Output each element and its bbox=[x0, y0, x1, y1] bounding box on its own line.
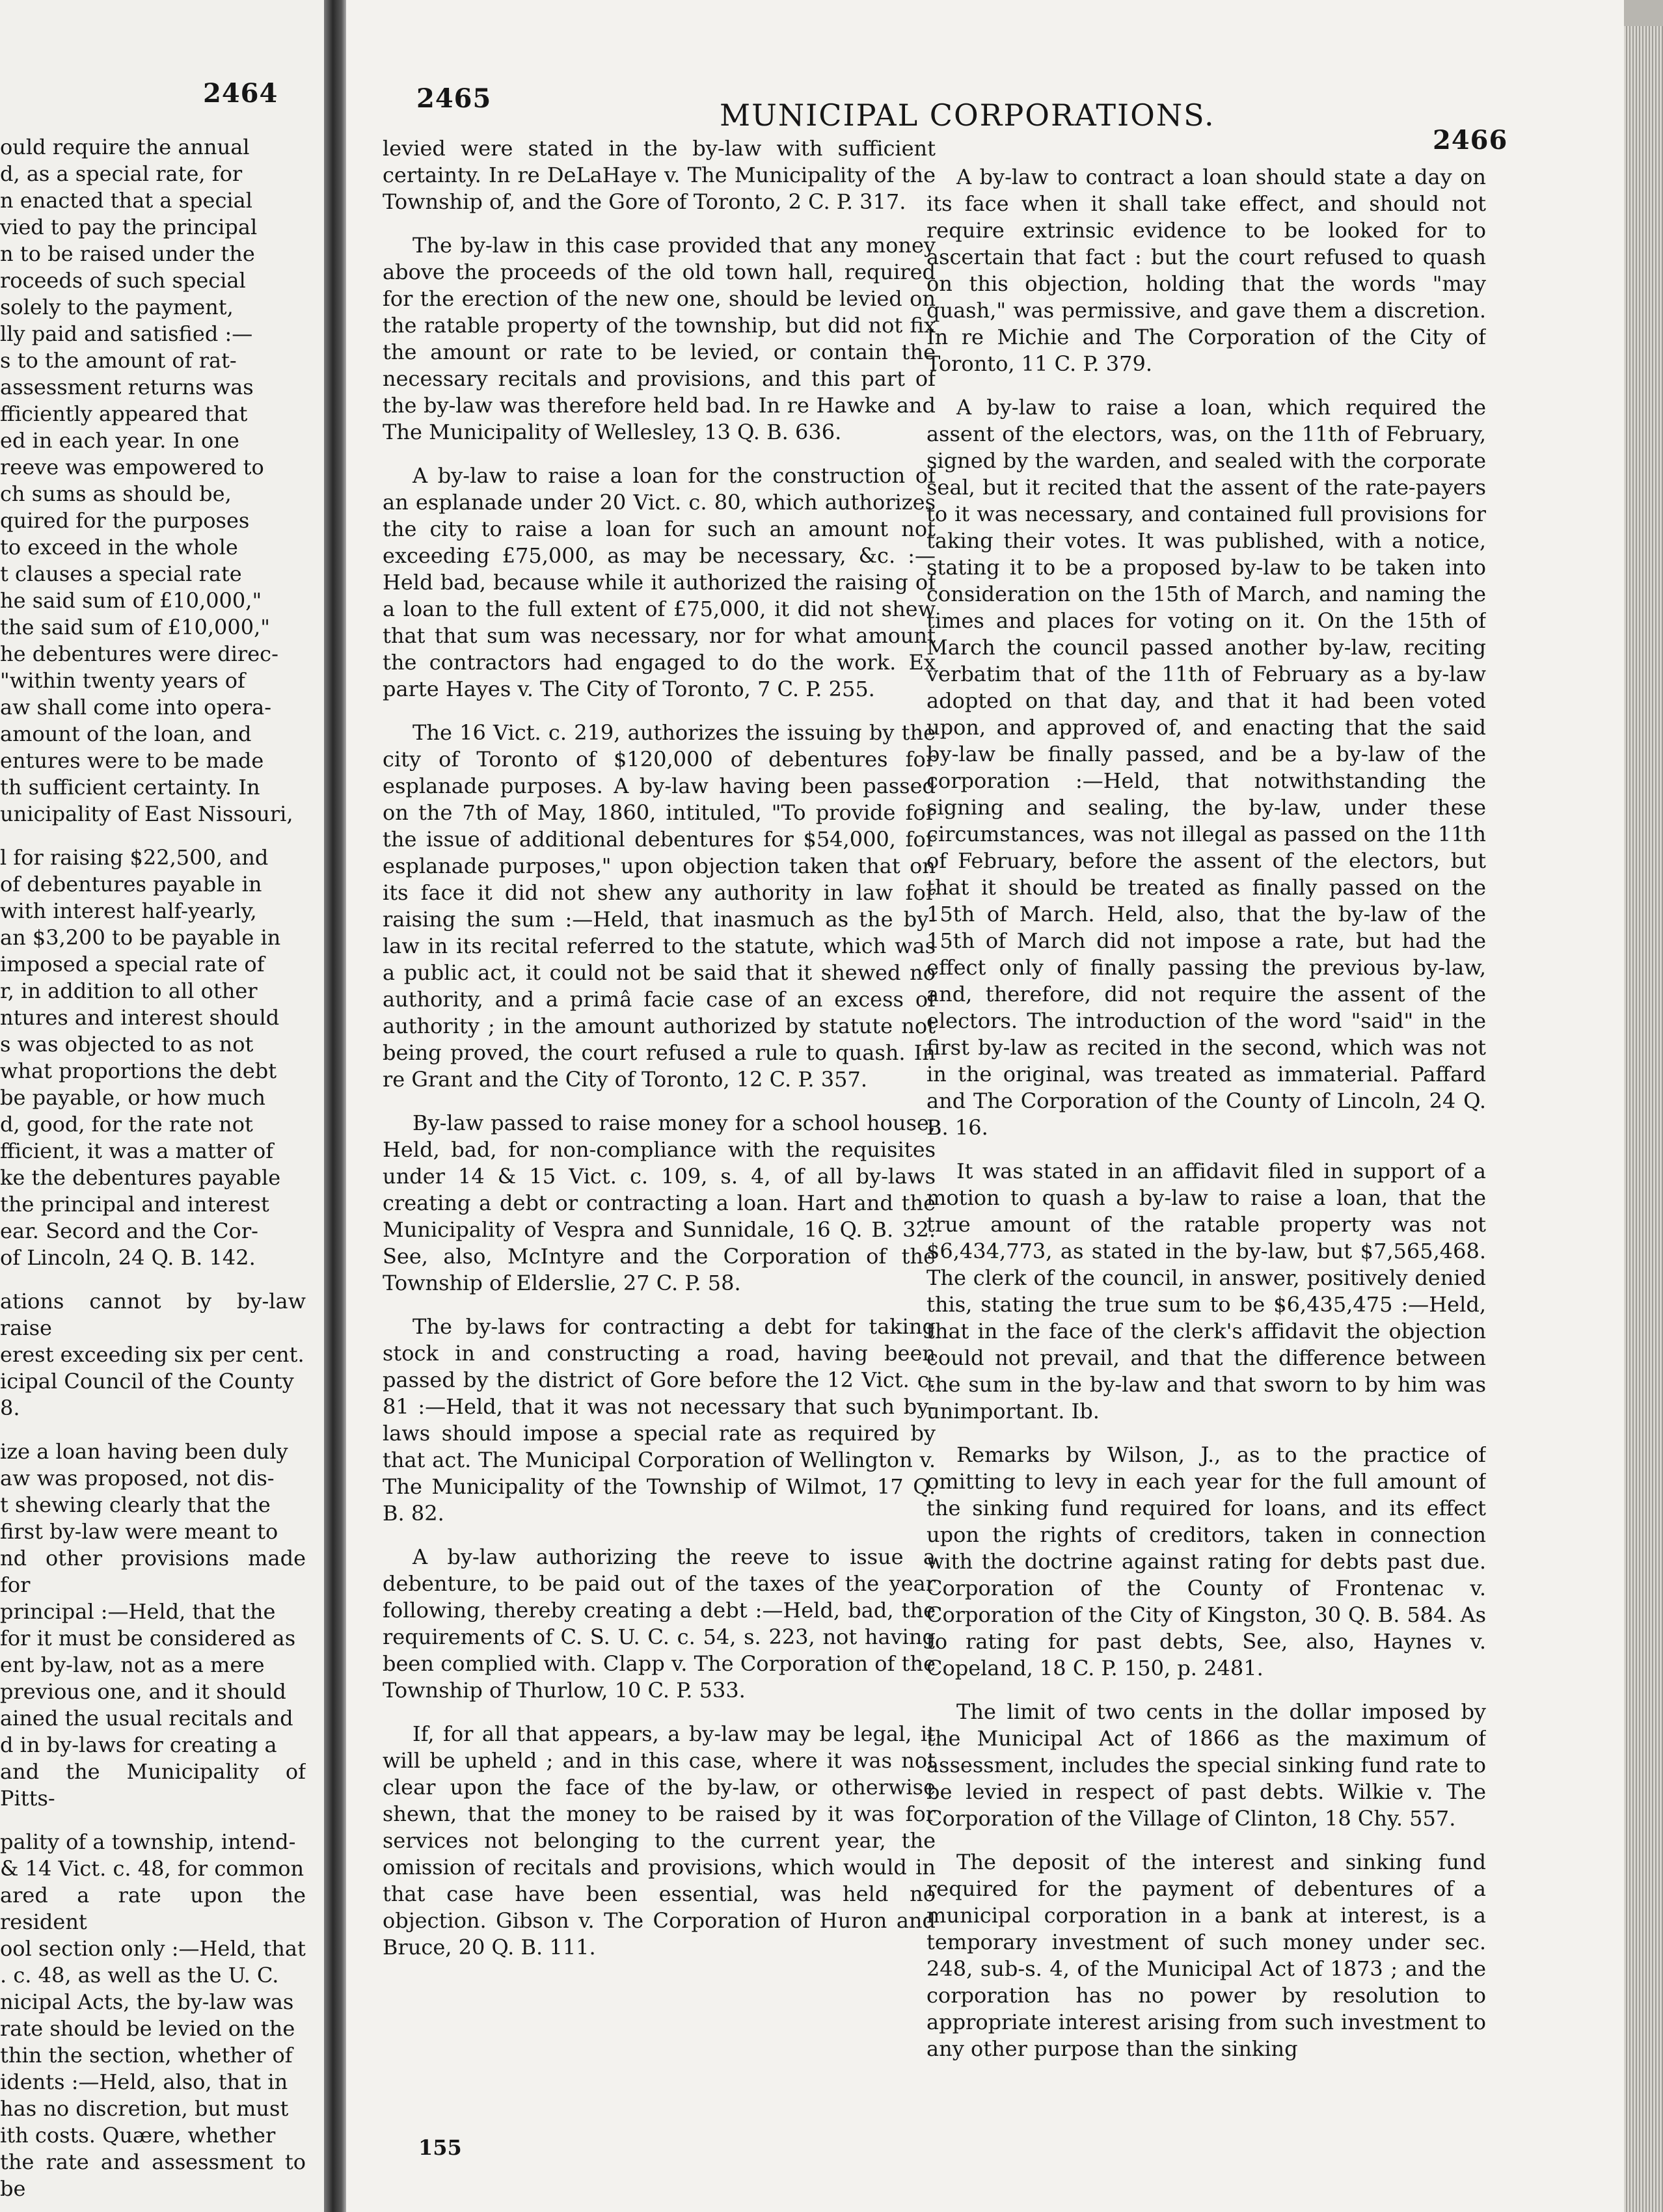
column-1 bbox=[383, 135, 936, 1961]
column-1-paragraph: The by-laws for contracting a debt for taking stock in and constructing a road, having been passed by the district of Gore before the 12 Vict. c. 81 :—Held, that it was not necessary that such by-laws should impose a special rate as required by that act. The Municipal Corporation of Wellington v. The Municipality of the Township of Wilmot, 17 Q. B. 82. bbox=[383, 1314, 936, 1526]
column-1-paragraph: A by-law to raise a loan for the construction of an esplanade under 20 Vict. c. 80, which authorizes the city to raise a loan for such an amount not exceeding £75,000, as may be necessary, &c. :—Held bad, because while it authorized the raising of a loan to the full extent of £75,000, it did not shew that that sum was necessary, nor for what amount the contractors had engaged to do the work. Ex parte Hayes v. The City of Toronto, 7 C. P. 255. bbox=[383, 463, 936, 701]
left-page-text bbox=[0, 134, 306, 2202]
column-1-paragraph: A by-law authorizing the reeve to issue a debenture, to be paid out of the taxes of the year following, thereby creating a debt :—Held, bad, the requirements of C. S. U. C. c. 54, s. 223, not having been complied with. Clapp v. The Corporation of the Township of Thurlow, 10 C. P. 533. bbox=[383, 1544, 936, 1703]
column-1-paragraph: The 16 Vict. c. 219, authorizes the issuing by the city of Toronto of $120,000 of debentures for esplanade purposes. A by-law having been passed on the 7th of May, 1860, intituled, "To provide for the issue of additional debentures for $54,000, for esplanade purposes," upon objection taken that on its face it did not shew any authority in law for raising the sum :—Held, that inasmuch as the by-law in its recital referred to the statute, which was a public act, it could not be said that it shewed no authority, and a primâ facie case of an excess of authority ; in the amount authorized by statute not being proved, the court refused a rule to quash. In re Grant and the City of Toronto, 12 C. P. 357. bbox=[383, 720, 936, 1092]
running-title: MUNICIPAL CORPORATIONS. bbox=[720, 98, 1215, 133]
page-number-2466: 2466 bbox=[1433, 125, 1508, 155]
column-2-paragraph: It was stated in an affidavit filed in support of a motion to quash a by-law to raise a loan, that the true amount of the ratable property was not $6,434,773, as stated in the by-law, but $7,565,468. The clerk of the council, in answer, positively denied this, stating the true sum to be $6,435,475 :—Held, that in the face of the clerk's affidavit the objection could not prevail, and that the difference between the sum in the by-law and that sworn to by him was unimportant. Ib. bbox=[926, 1159, 1486, 1423]
column-2-paragraph: A by-law to raise a loan, which required the assent of the electors, was, on the 11th of February, signed by the warden, and sealed with the corporate seal, but it recited that the assent of the rate-payers to it was necessary, and contained full provisions for taking their votes. It was published, with a notice, stating it to be a proposed by-law to be taken into consideration on the 15th of March, and naming the times and places for voting on it. On the 15th of March the council passed another by-law, reciting verbatim that of the 11th of February as a by-law adopted on that day, and that it had been voted upon, and approved of, and enacting that the said by-law be finally passed, and be a by-law of the corporation :—Held, that notwithstanding the signing and sealing, the by-law, under these circumstances, was not illegal as passed on the 11th of February, before the assent of the electors, but that it should be treated as finally passed on the 15th of March. Held, also, that the by-law of the 15th of March did not impose a rate, but had the effect only of finally passing the previous by-law, and, therefore, did not require the assent of the electors. The introduction of the word "said" in the first by-law as recited in the second, which was not in the original, was treated as immaterial. Paffard and The Corporation of the County of Lincoln, 24 Q. B. 16. bbox=[926, 395, 1486, 1140]
column-1-paragraph: levied were stated in the by-law with sufficient certainty. In re DeLaHaye v. The Municipality of the Township of, and the Gore of Toronto, 2 C. P. 317. bbox=[383, 136, 936, 214]
column-2-paragraph: Remarks by Wilson, J., as to the practice of omitting to levy in each year for the full amount of the sinking fund required for loans, and its effect upon the rights of creditors, taken in connection with the doctrine against rating for debts past due. Corporation of the County of Frontenac v. Corporation of the City of Kingston, 30 Q. B. 584. As to rating for past debts, See, also, Haynes v. Copeland, 18 C. P. 150, p. 2481. bbox=[926, 1442, 1486, 1680]
page-edge bbox=[1624, 0, 1663, 2212]
column-1-paragraph: If, for all that appears, a by-law may be legal, it will be upheld ; and in this case, where it was not clear upon the face of the by-law, or otherwise shewn, that the money to be raised by it was for services not belonging to the current year, the omission of recitals and provisions, which would in that case have been essential, was held no objection. Gibson v. The Corporation of Huron and Bruce, 20 Q. B. 111. bbox=[383, 1721, 936, 1960]
left-page bbox=[0, 0, 324, 2212]
column-2-paragraph: A by-law to contract a loan should state a day on its face when it shall take effect, and should not require extrinsic evidence to be looked for to ascertain that fact : but the court refused to quash on this objection, holding that the words "may quash," was permissive, and gave them a discretion. In re Michie and The Corporation of the City of Toronto, 11 C. P. 379. bbox=[926, 165, 1486, 376]
column-2-paragraph: The limit of two cents in the dollar imposed by the Municipal Act of 1866 as the maximum of assessment, includes the special sinking fund rate to be levied in respect of past debts. Wilkie v. The Corporation of the Village of Clinton, 18 Chy. 557. bbox=[926, 1699, 1486, 1831]
book-gutter bbox=[324, 0, 346, 2212]
column-1-paragraph: The by-law in this case provided that any money above the proceeds of the old town hall, required for the erection of the new one, should be levied on the ratable property of the township, but did not fix the amount or rate to be levied, or contain the necessary recitals and provisions, and this part of the by-law was therefore held bad. In re Hawke and The Municipality of Wellesley, 13 Q. B. 636. bbox=[383, 233, 936, 444]
left-paragraph: ize a loan having been duly aw was proposed, not dis- t shewing clearly that the first by-law were meant to nd other provisions made for principal :—Held, that the for it must be considered as ent by-law, not as a mere previous one, and it should ained the usual recitals and d in by-laws for creating a and the Municipality of Pitts- bbox=[0, 1439, 306, 1811]
page-number-2465: 2465 bbox=[416, 83, 492, 114]
left-paragraph: pality of a township, intend- & 14 Vict. c. 48, for common ared a rate upon the resident ool section only :—Held, that . c. 48, as well as the U. C. nicipal Acts, the by-law was rate should be levied on the thin the section, whether of idents :—Held, also, that in has no discretion, but must ith costs. Quære, whether the rate and assessment to be bbox=[0, 1829, 306, 2201]
left-paragraph: ould require the annual d, as a special rate, for n enacted that a special vied to pay the principal n to be raised under the roceeds of such special solely to the payment, lly paid and satisfied :— s to the amount of rat- assessment returns was fficiently appeared that ed in each year. In one reeve was empowered to ch sums as should be, quired for the purposes to exceed in the whole t clauses a special rate he said sum of £10,000," the said sum of £10,000," he debentures were direc- "within twenty years of aw shall come into opera- amount of the loan, and entures were to be made th sufficient certainty. In unicipality of East Nissouri, bbox=[0, 135, 293, 826]
right-page bbox=[346, 0, 1624, 2212]
column-2-paragraph: The deposit of the interest and sinking fund required for the payment of debentures of a municipal corporation in a bank at interest, is a temporary investment of such money under sec. 248, sub-s. 4, of the Municipal Act of 1873 ; and the corporation has no power by resolution to appropriate interest arising from such investment to any other purpose than the sinking bbox=[926, 1850, 1486, 2061]
column-2 bbox=[926, 164, 1486, 2062]
left-paragraph: l for raising $22,500, and of debentures payable in with interest half-yearly, an $3,200 to be payable in imposed a special rate of r, in addition to all other ntures and interest should s was objected to as not what proportions the debt be payable, or how much d, good, for the rate not fficient, it was a matter of ke the debentures payable the principal and interest ear. Secord and the Cor- of Lincoln, 24 Q. B. 142. bbox=[0, 845, 281, 1270]
page-edge-top bbox=[1624, 0, 1663, 26]
page-number-left-page: 2464 bbox=[203, 78, 278, 109]
column-1-paragraph: By-law passed to raise money for a school house, Held, bad, for non-compliance with the requisites under 14 & 15 Vict. c. 109, s. 4, of all by-laws creating a debt or contracting a loan. Hart and the Municipality of Vespra and Sunnidale, 16 Q. B. 32. See, also, McIntyre and the Corporation of the Township of Elderslie, 27 C. P. 58. bbox=[383, 1111, 936, 1295]
signature-mark: 155 bbox=[418, 2135, 462, 2160]
left-paragraph: ations cannot by by-law raise erest exceeding six per cent. icipal Council of the County 8. bbox=[0, 1289, 306, 1420]
